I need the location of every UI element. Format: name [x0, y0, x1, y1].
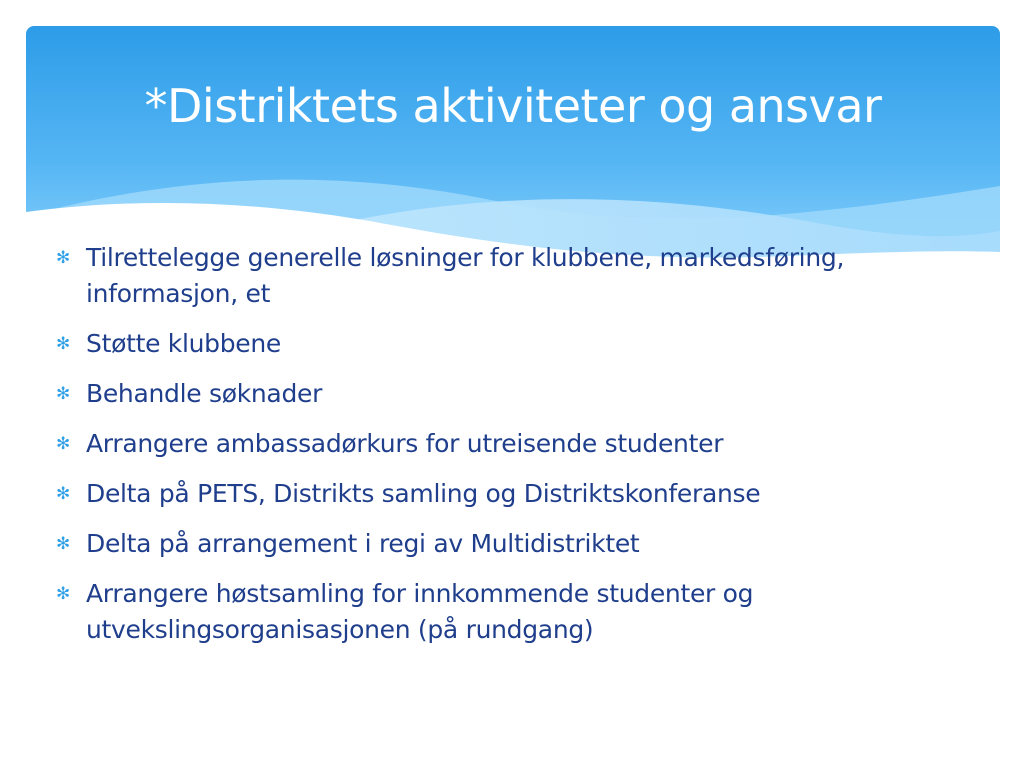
bullet-text: Tilrettelegge generelle løsninger for klubbene, markedsføring, informasjon, et	[86, 243, 845, 308]
asterisk-icon: ✻	[56, 484, 71, 504]
bullet-text: Arrangere ambassadørkurs for utreisende studenter	[86, 429, 724, 458]
list-item	[56, 240, 956, 312]
list-item	[56, 426, 956, 462]
wave-background	[26, 26, 1000, 276]
title-banner	[26, 26, 1000, 276]
bullet-text: Delta på PETS, Distrikts samling og Distriktskonferanse	[86, 479, 761, 508]
list-item	[56, 476, 956, 512]
list-item	[56, 326, 956, 362]
bullet-list	[56, 240, 956, 662]
bullet-text: Behandle søknader	[86, 379, 323, 408]
bullet-text: Delta på arrangement i regi av Multidistriktet	[86, 529, 640, 558]
asterisk-icon: ✻	[56, 534, 71, 554]
list-item	[56, 376, 956, 412]
bullet-text: Arrangere høstsamling for innkommende studenter og utvekslingsorganisasjonen (på rundgang)	[86, 579, 754, 644]
asterisk-icon: ✻	[56, 248, 71, 268]
asterisk-icon: ✻	[56, 434, 71, 454]
list-item	[56, 526, 956, 562]
bullet-text: Støtte klubbene	[86, 329, 282, 358]
asterisk-icon: ✻	[56, 334, 71, 354]
list-item	[56, 576, 956, 648]
slide-title: *Distriktets aktiviteter og ansvar	[144, 79, 882, 133]
asterisk-icon: ✻	[56, 584, 71, 604]
asterisk-icon: ✻	[56, 384, 71, 404]
